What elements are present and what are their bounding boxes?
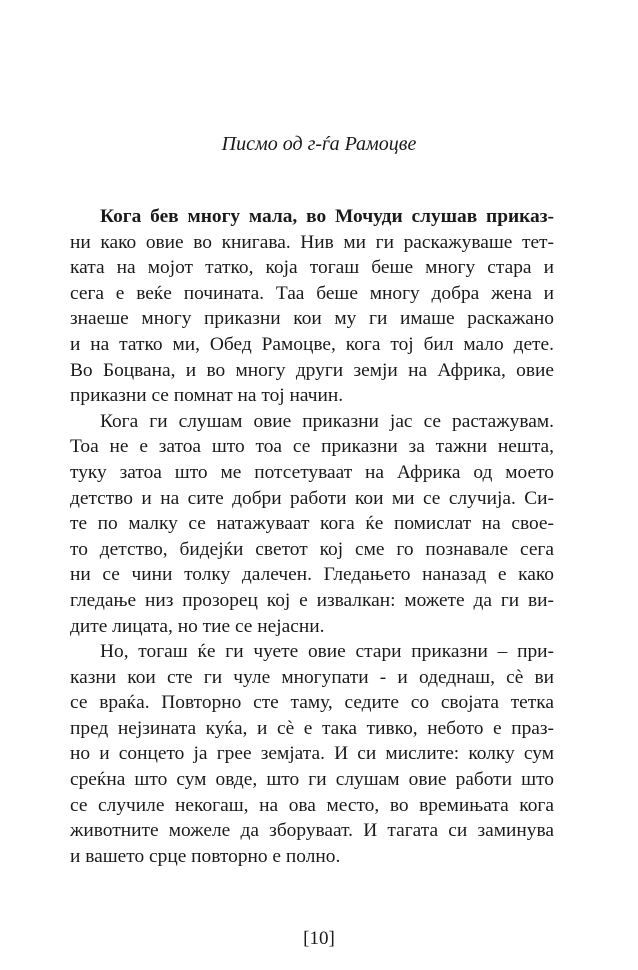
chapter-title: Писмо од г-ѓа Рамоцве <box>221 133 417 155</box>
text-line: Во Боцвана, и во многу други земји на Африка, овие <box>70 359 554 381</box>
text-line: казни кои сте ги чуле многупати - и одеднаш, сè ви <box>70 666 554 688</box>
text-line: се враќа. Повторно сте таму, седите со својата тетка <box>70 692 554 714</box>
text-line: приказни се помнат на тој начин. <box>70 385 344 407</box>
text-line: сега е веќе почината. Таа беше многу добра жена и <box>70 282 554 304</box>
text-line: ни како овие во книгава. Нив ми ги раскажуваше тет- <box>70 231 554 253</box>
text-line: то детство, бидејќи светот кој сме го познавале сега <box>70 538 554 560</box>
text-line: пред нејзината куќа, и сè е така тивко, небото е праз- <box>70 717 554 739</box>
text-line: дите лицата, но тие се нејасни. <box>70 615 325 637</box>
text-line: Но, тогаш ќе ги чуете овие стари приказни – при- <box>100 641 554 663</box>
text-line: и на татко ми, Обед Рамоцве, кога тој бил мало дете. <box>70 333 554 355</box>
text-line: детство и на сите добри работи кои ми се случија. Си- <box>70 487 554 509</box>
text-line: животните можеле да зборуваат. И тагата си заминува <box>70 820 554 842</box>
text-line: среќна што сум овде, што ги слушам овие работи што <box>70 769 554 791</box>
text-line: те по малку се натажуваат кога ќе помислат на свое- <box>70 513 554 535</box>
text-line: туку затоа што ме потсетуваат на Африка од моето <box>70 461 554 483</box>
text-line: ни се чини толку далечен. Гледањето наназад е како <box>70 564 554 586</box>
body-text <box>70 204 554 869</box>
text-line: гледање низ прозорец кој е извалкан: можете да ги ви- <box>70 589 554 611</box>
text-line: знаеше многу приказни кои му ги имаше раскажано <box>70 308 554 330</box>
text-line: Кога ги слушам овие приказни јас се растажувам. <box>100 410 554 432</box>
page-number: [10] <box>303 928 335 949</box>
text-line: но и сонцето ја грее земјата. И си мислите: колку сум <box>70 743 554 765</box>
text-line: и вашето срце повторно е полно. <box>70 845 341 867</box>
text-line: ката на мојот татко, која тогаш беше многу стара и <box>70 257 554 279</box>
text-line: се случиле некогаш, на ова место, во времињата кога <box>70 794 554 816</box>
text-line: Кога бев многу мала, во Мочуди слушав приказ- <box>100 206 554 227</box>
text-line: Тоа не е затоа што тоа се приказни за тажни нешта, <box>70 436 554 458</box>
